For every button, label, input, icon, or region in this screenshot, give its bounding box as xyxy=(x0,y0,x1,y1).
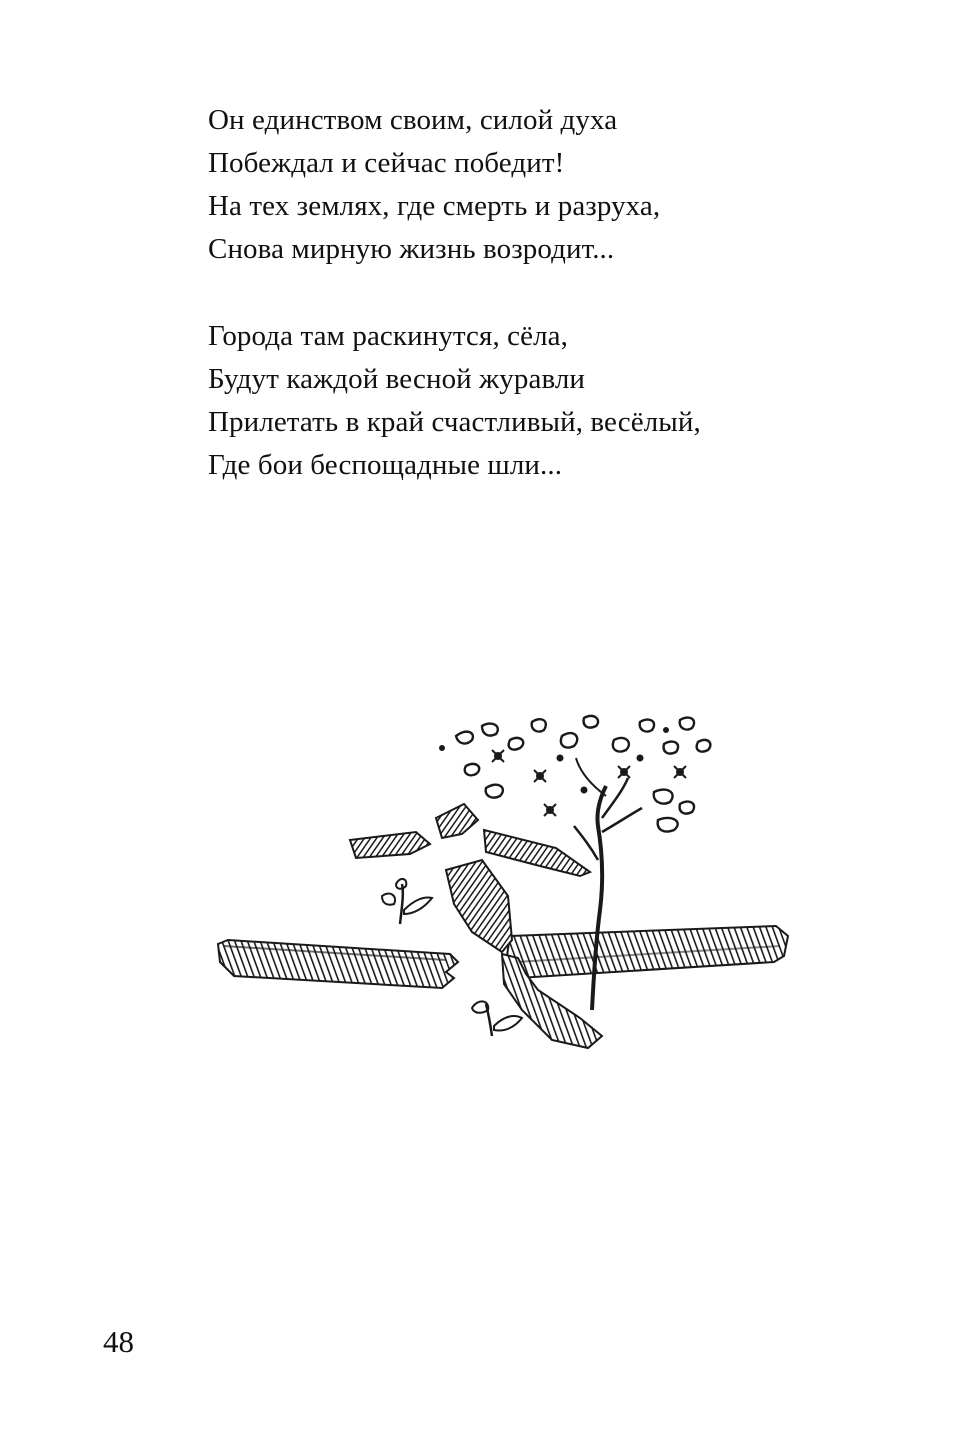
poem-line: Будут каждой весной журавли xyxy=(208,363,586,395)
broken-beam-with-flowering-sapling-icon xyxy=(210,700,800,1060)
poem-line: На тех землях, где смерть и разруха, xyxy=(208,190,661,222)
poem-line: Прилетать в край счастливый, весёлый, xyxy=(208,406,701,438)
poem-line: Города там раскинутся, сёла, xyxy=(208,320,569,352)
poem-line: Где бои беспощадные шли... xyxy=(208,449,563,481)
poem-line: Побеждал и сейчас победит! xyxy=(208,147,565,179)
page-number: 48 xyxy=(103,1324,134,1359)
poem-line: Он единством своим, силой духа xyxy=(208,104,618,136)
stanza-2 xyxy=(208,315,908,487)
poem-line: Снова мирную жизнь возродит... xyxy=(208,233,615,265)
stanza-1 xyxy=(208,99,908,271)
poem xyxy=(208,99,908,531)
